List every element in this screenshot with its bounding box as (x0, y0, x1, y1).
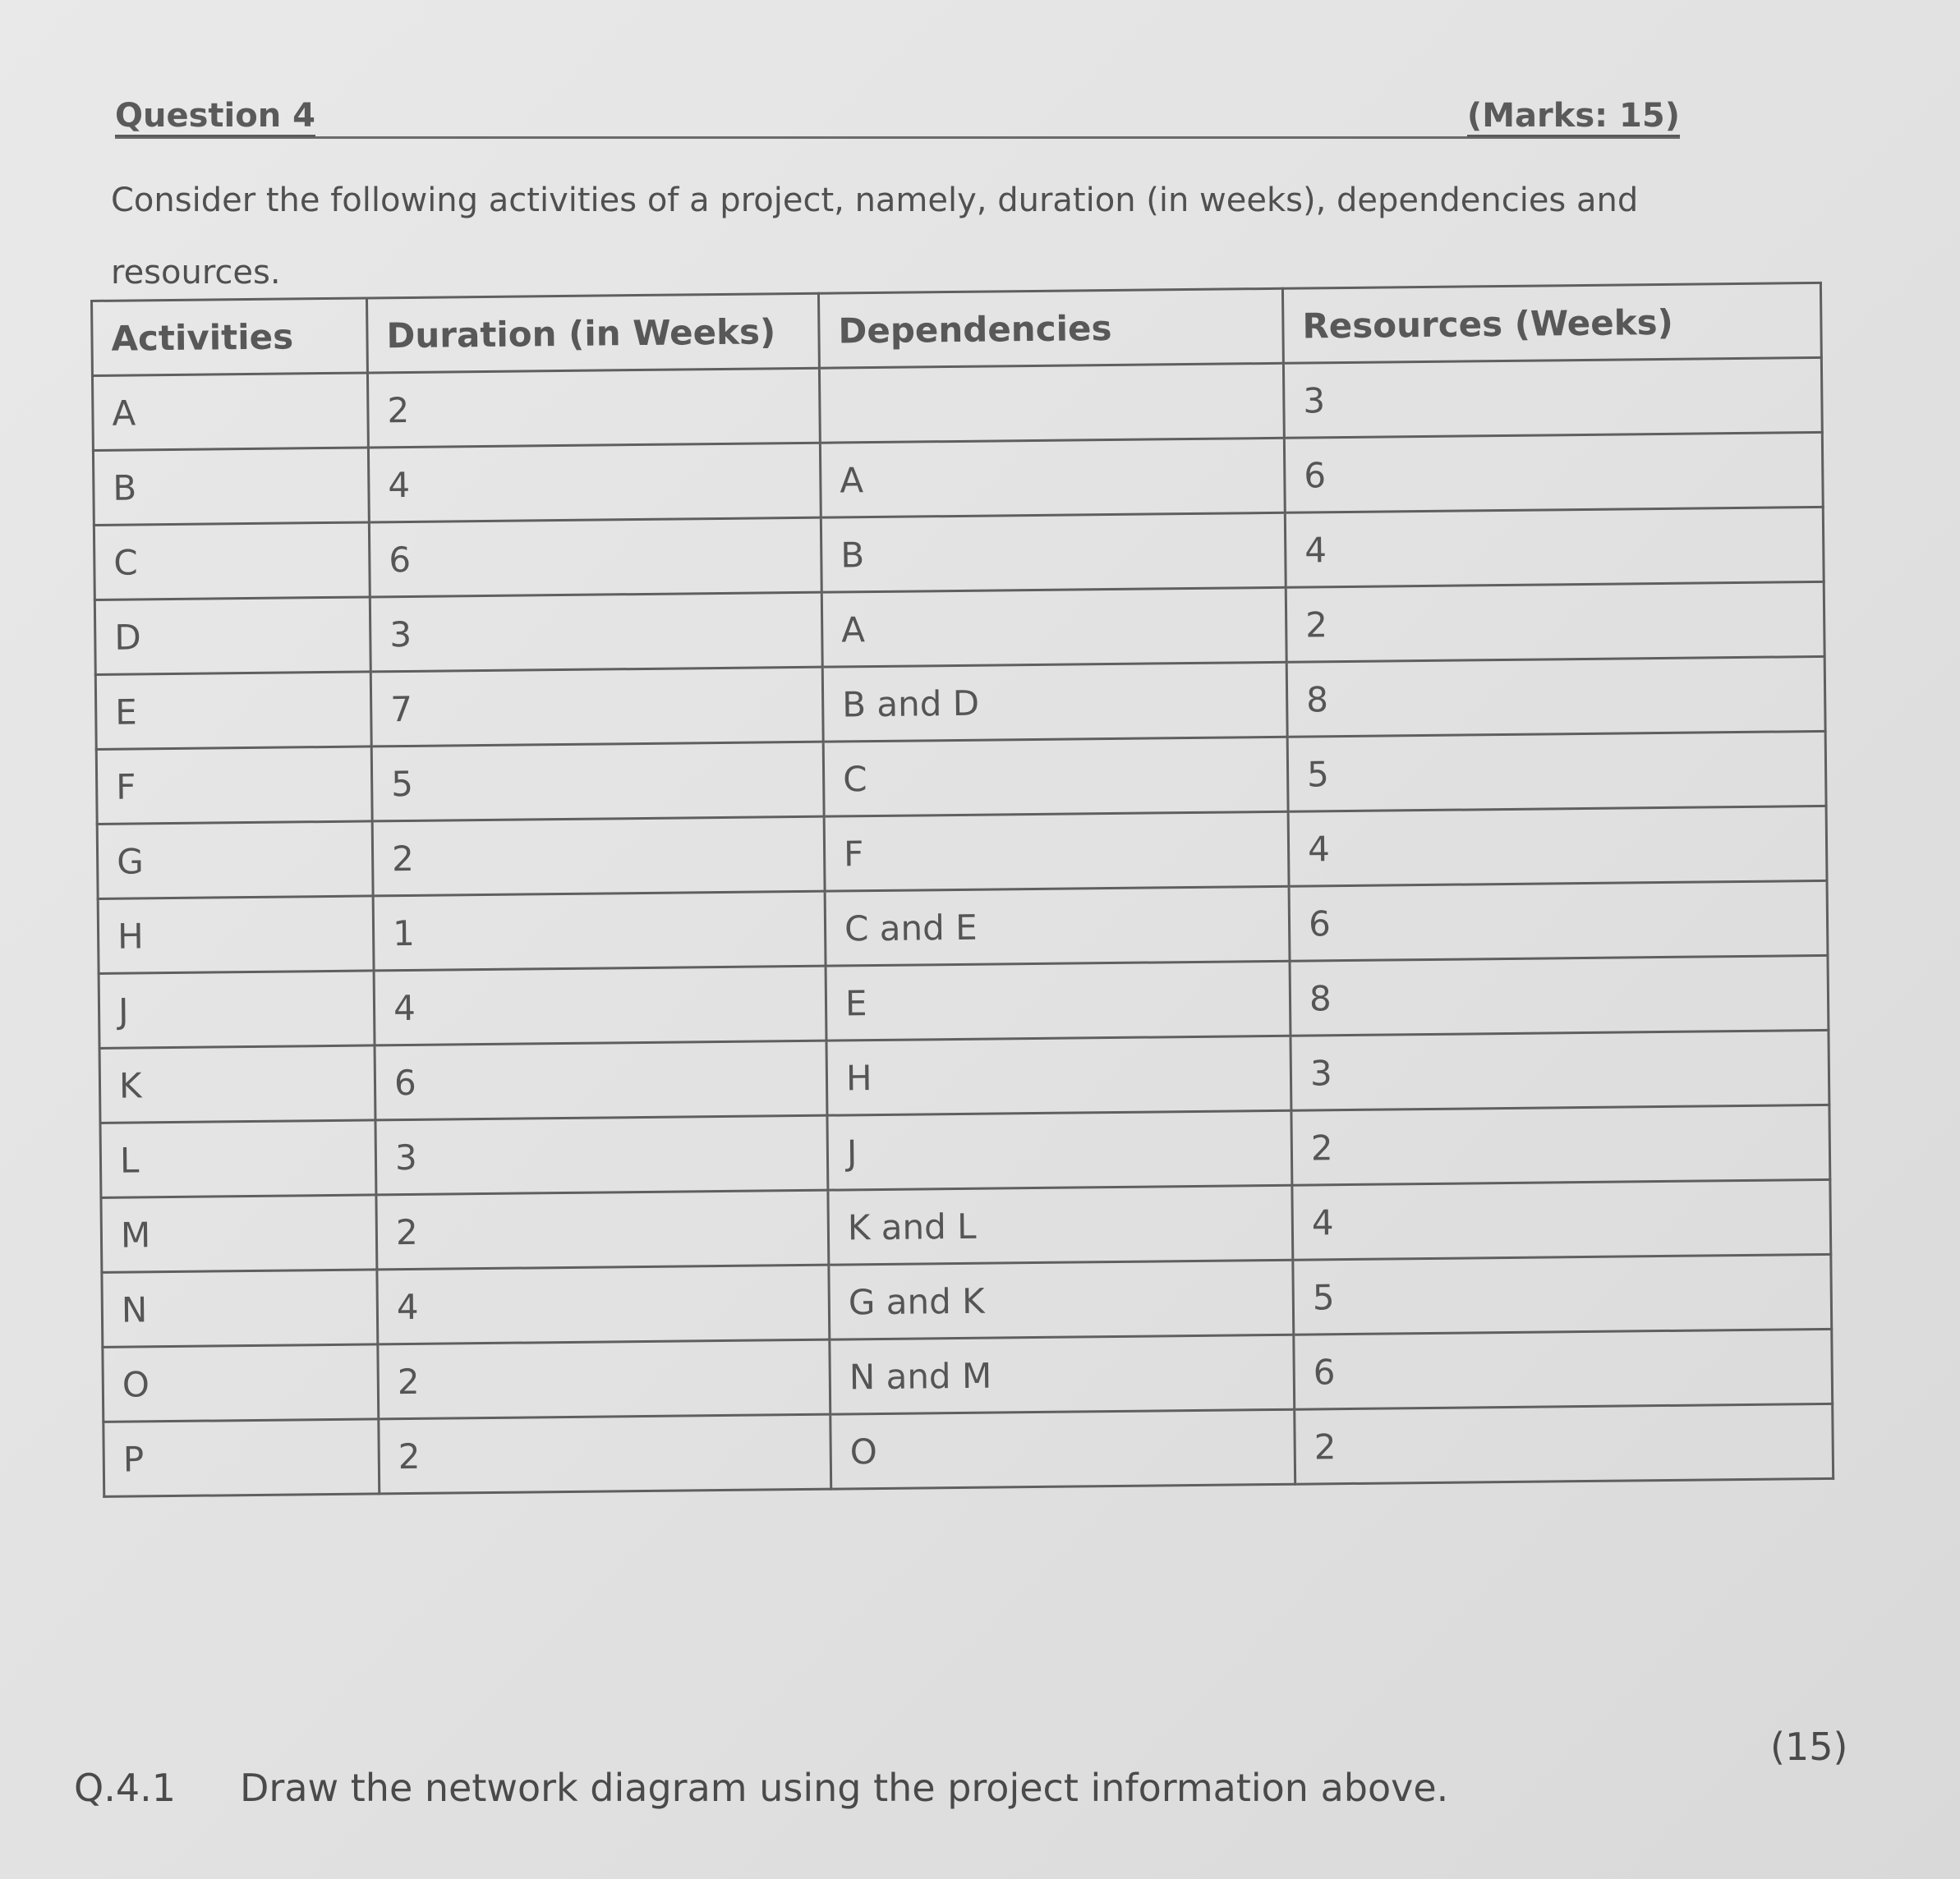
cell-activity: A (92, 373, 368, 451)
cell-activity: J (99, 971, 375, 1049)
cell-duration: 1 (373, 891, 826, 971)
cell-resources: 5 (1287, 731, 1826, 811)
intro-line-1: Consider the following activities of a project, namely, duration (in weeks), dependencies and (111, 181, 1639, 219)
cell-dependencies: B (821, 512, 1286, 592)
cell-dependencies: A (820, 438, 1285, 517)
cell-resources: 4 (1285, 507, 1824, 587)
cell-dependencies: N and M (830, 1335, 1295, 1414)
cell-activity: M (101, 1195, 377, 1273)
cell-activity: D (94, 597, 370, 675)
cell-dependencies: J (827, 1110, 1292, 1190)
cell-dependencies: G and K (829, 1260, 1294, 1339)
cell-activity: N (102, 1270, 378, 1348)
cell-activity: G (97, 821, 373, 899)
cell-duration: 6 (375, 1041, 827, 1120)
question-title: Question 4 (115, 97, 315, 137)
cell-duration: 2 (378, 1339, 830, 1419)
cell-duration: 6 (369, 517, 821, 597)
cell-duration: 2 (379, 1414, 831, 1494)
cell-dependencies (819, 363, 1284, 443)
question-header (115, 97, 1680, 139)
subquestion-marks: (15) (1770, 1725, 1848, 1769)
cell-activity: B (93, 448, 369, 526)
cell-resources: 6 (1294, 1329, 1833, 1409)
cell-resources: 4 (1288, 806, 1827, 886)
cell-resources: 8 (1286, 656, 1825, 737)
cell-dependencies: A (821, 587, 1286, 667)
cell-dependencies: E (826, 961, 1291, 1041)
cell-activity: O (103, 1344, 379, 1422)
cell-duration: 3 (375, 1115, 828, 1195)
header-resources: Resources (Weeks) (1282, 283, 1821, 363)
cell-resources: 8 (1290, 955, 1829, 1036)
table-body (92, 357, 1833, 1496)
cell-dependencies: C (823, 737, 1288, 816)
cell-activity: H (98, 896, 374, 974)
cell-resources: 2 (1295, 1404, 1833, 1484)
header-dependencies: Dependencies (818, 288, 1283, 368)
cell-resources: 4 (1292, 1179, 1831, 1260)
cell-duration: 2 (376, 1190, 829, 1270)
cell-resources: 5 (1293, 1254, 1832, 1335)
cell-dependencies: H (826, 1036, 1291, 1115)
cell-duration: 7 (370, 667, 823, 747)
cell-duration: 4 (374, 966, 826, 1045)
subquestion-number: Q.4.1 (74, 1766, 176, 1810)
question-marks: (Marks: 15) (1467, 97, 1680, 137)
header-activities: Activities (92, 298, 368, 376)
cell-dependencies: B and D (822, 662, 1287, 742)
intro-line-2: resources. (111, 254, 281, 292)
cell-duration: 3 (370, 592, 822, 672)
cell-resources: 2 (1286, 581, 1824, 662)
cell-dependencies: K and L (828, 1185, 1293, 1265)
cell-dependencies: F (824, 811, 1289, 891)
cell-duration: 4 (368, 443, 821, 522)
cell-resources: 2 (1291, 1105, 1830, 1185)
cell-duration: 2 (367, 368, 820, 448)
cell-resources: 3 (1291, 1030, 1829, 1110)
cell-activity: E (95, 672, 371, 750)
cell-duration: 4 (377, 1265, 830, 1344)
cell-resources: 3 (1283, 357, 1822, 438)
cell-duration: 2 (372, 816, 825, 896)
subquestion-text: Draw the network diagram using the project information above. (240, 1766, 1449, 1810)
cell-activity: L (100, 1120, 376, 1198)
cell-dependencies: C and E (825, 886, 1290, 966)
header-duration: Duration (in Weeks) (366, 293, 819, 373)
cell-resources: 6 (1284, 432, 1823, 512)
activities-table (90, 282, 1834, 1498)
cell-activity: P (104, 1419, 380, 1497)
cell-activity: K (99, 1045, 375, 1123)
cell-dependencies: O (830, 1409, 1295, 1489)
cell-activity: C (94, 522, 370, 600)
cell-duration: 5 (371, 742, 824, 821)
cell-activity: F (96, 747, 372, 825)
cell-resources: 6 (1289, 880, 1828, 961)
